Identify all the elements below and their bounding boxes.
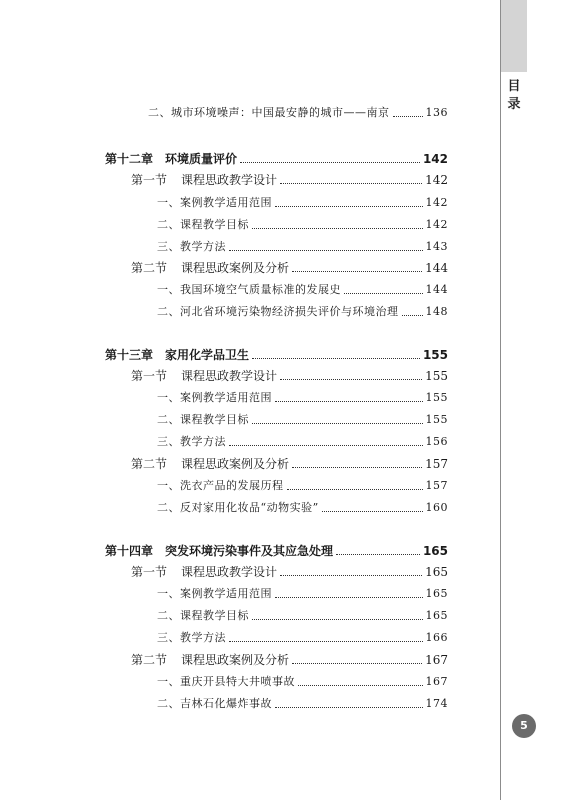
side-label-char: 录	[507, 97, 521, 112]
leader-dots	[229, 250, 423, 251]
section-page: 167	[425, 653, 448, 667]
section-page: 155	[425, 369, 448, 383]
toc-section[interactable]	[131, 452, 448, 472]
section-number: 第二节	[131, 457, 168, 471]
chapter-title: 突发环境污染事件及其应急处理	[165, 544, 334, 558]
toc-entry-page: 144	[425, 283, 448, 296]
toc-entry-page: 142	[425, 218, 448, 231]
section-number: 第一节	[131, 173, 168, 187]
toc-entry-title: 三、教学方法	[157, 631, 226, 644]
toc-entry[interactable]	[157, 604, 448, 624]
leader-dots	[229, 641, 423, 642]
toc-entry[interactable]	[157, 213, 448, 233]
section-title: 课程思政案例及分析	[181, 261, 290, 275]
toc-entry[interactable]	[148, 101, 448, 121]
toc-entry[interactable]	[157, 430, 448, 450]
toc-section[interactable]	[131, 648, 448, 668]
section-number: 第一节	[131, 369, 168, 383]
toc-entry-page: 155	[425, 391, 448, 404]
toc-entry-page: 167	[425, 675, 448, 688]
toc-chapter[interactable]	[105, 147, 448, 167]
toc-entry-title: 一、洗衣产品的发展历程	[157, 479, 284, 492]
toc-entry-page: 136	[425, 106, 448, 119]
section-title: 课程思政教学设计	[181, 369, 278, 383]
toc-entry-page: 174	[425, 697, 448, 710]
toc-entry-title: 一、案例教学适用范围	[157, 391, 272, 404]
toc-entry[interactable]	[157, 626, 448, 646]
toc-entry-page: 148	[425, 305, 448, 318]
toc-entry-title: 一、重庆开县特大井喷事故	[157, 675, 295, 688]
leader-dots	[229, 445, 423, 446]
toc-entry[interactable]	[157, 474, 448, 494]
chapter-title: 环境质量评价	[165, 152, 238, 166]
toc-entry-page: 142	[425, 196, 448, 209]
toc-entry-page: 143	[425, 240, 448, 253]
leader-dots	[336, 554, 420, 555]
toc-entry-title: 一、我国环境空气质量标准的发展史	[157, 283, 341, 296]
toc-entry-page: 165	[425, 587, 448, 600]
toc-entry[interactable]	[157, 278, 448, 298]
side-label	[506, 78, 522, 114]
toc-entry[interactable]	[157, 300, 448, 320]
margin-rule	[500, 0, 501, 800]
chapter-number: 第十二章	[105, 152, 154, 166]
toc-entry[interactable]	[157, 496, 448, 516]
leader-dots	[322, 511, 423, 512]
section-page: 157	[425, 457, 448, 471]
chapter-page: 155	[422, 348, 448, 362]
leader-dots	[292, 271, 422, 272]
toc-entry[interactable]	[157, 692, 448, 712]
toc-entry-title: 一、案例教学适用范围	[157, 196, 272, 209]
leader-dots	[280, 575, 422, 576]
leader-dots	[344, 293, 423, 294]
leader-dots	[252, 358, 420, 359]
section-page: 142	[425, 173, 448, 187]
toc-entry-page: 166	[425, 631, 448, 644]
toc-entry-title: 二、反对家用化妆品“动物实验”	[157, 501, 319, 514]
leader-dots	[280, 183, 422, 184]
leader-dots	[287, 489, 423, 490]
toc-entry-title: 二、课程教学目标	[157, 218, 249, 231]
leader-dots	[240, 162, 420, 163]
section-number: 第二节	[131, 653, 168, 667]
leader-dots	[280, 379, 422, 380]
toc-chapter[interactable]	[105, 343, 448, 363]
leader-dots	[275, 401, 423, 402]
toc-entry-page: 165	[425, 609, 448, 622]
toc-section[interactable]	[131, 364, 448, 384]
page-number-badge: 5	[512, 714, 536, 738]
leader-dots	[252, 423, 423, 424]
leader-dots	[393, 116, 423, 117]
toc-entry[interactable]	[157, 191, 448, 211]
section-title: 课程思政教学设计	[181, 565, 278, 579]
toc-entry-title: 二、吉林石化爆炸事故	[157, 697, 272, 710]
leader-dots	[292, 467, 422, 468]
toc-entry-page: 157	[425, 479, 448, 492]
chapter-title: 家用化学品卫生	[165, 348, 250, 362]
toc-section[interactable]	[131, 168, 448, 188]
toc-entry-title: 二、课程教学目标	[157, 609, 249, 622]
section-title: 课程思政案例及分析	[181, 653, 290, 667]
section-number: 第二节	[131, 261, 168, 275]
chapter-number: 第十四章	[105, 544, 154, 558]
toc-entry-title: 二、城市环境噪声：中国最安静的城市——南京	[148, 106, 390, 119]
toc-chapter[interactable]	[105, 539, 448, 559]
section-title: 课程思政教学设计	[181, 173, 278, 187]
toc-entry-title: 一、案例教学适用范围	[157, 587, 272, 600]
leader-dots	[298, 685, 423, 686]
toc-entry[interactable]	[157, 582, 448, 602]
toc-entry-title: 三、教学方法	[157, 240, 226, 253]
leader-dots	[275, 206, 423, 207]
toc-entry-page: 156	[425, 435, 448, 448]
toc-entry-title: 二、课程教学目标	[157, 413, 249, 426]
section-title: 课程思政案例及分析	[181, 457, 290, 471]
toc-section[interactable]	[131, 256, 448, 276]
toc-entry-title: 二、河北省环境污染物经济损失评价与环境治理	[157, 305, 399, 318]
leader-dots	[252, 619, 423, 620]
toc-entry-page: 155	[425, 413, 448, 426]
leader-dots	[402, 315, 423, 316]
toc-entry[interactable]	[157, 408, 448, 428]
toc-entry[interactable]	[157, 235, 448, 255]
toc-entry-page: 160	[425, 501, 448, 514]
toc-section[interactable]	[131, 560, 448, 580]
toc-entry[interactable]	[157, 670, 448, 690]
chapter-number: 第十三章	[105, 348, 154, 362]
chapter-page: 142	[422, 152, 448, 166]
leader-dots	[275, 597, 423, 598]
toc-entry[interactable]	[157, 386, 448, 406]
section-number: 第一节	[131, 565, 168, 579]
toc-entry-title: 三、教学方法	[157, 435, 226, 448]
chapter-page: 165	[422, 544, 448, 558]
leader-dots	[275, 707, 423, 708]
section-page: 144	[425, 261, 448, 275]
leader-dots	[252, 228, 423, 229]
leader-dots	[292, 663, 422, 664]
section-page: 165	[425, 565, 448, 579]
side-label-char: 目	[507, 79, 521, 94]
side-tab	[501, 0, 527, 72]
